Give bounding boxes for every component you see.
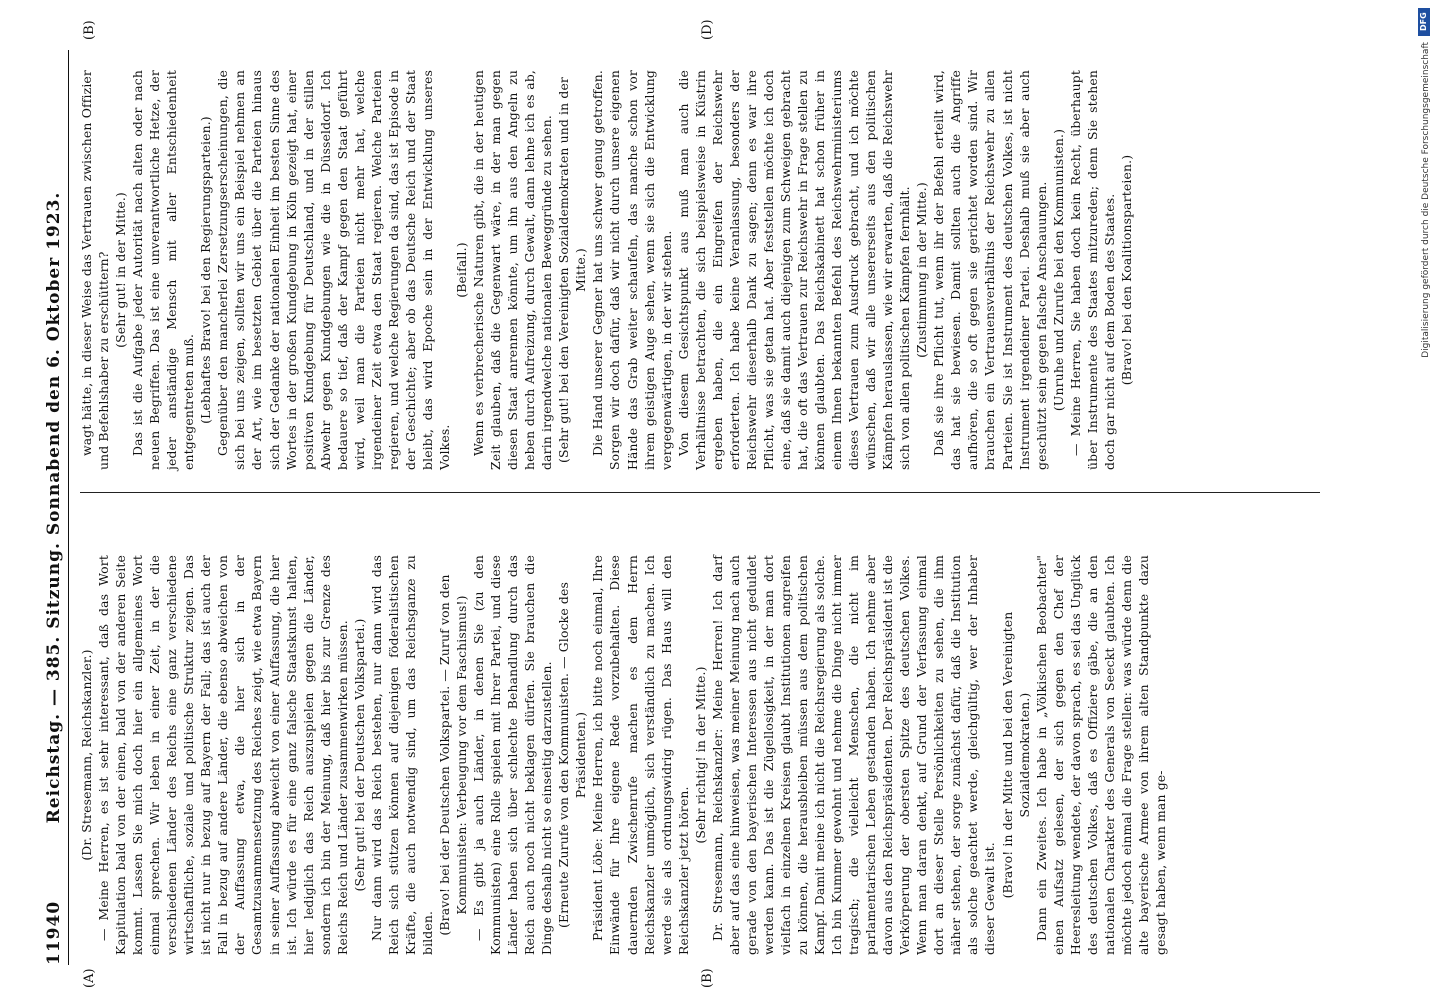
digitization-sidebar — [1412, 0, 1434, 1000]
paragraph: Die Hand unserer Gegner hat uns schwer genug getroffen. Sorgen wir doch dafür, daß wir nicht durch unsere eigenen Hände das Grab weiter schaufeln, das manche schon vor ihrem geistigen Auge sehen, wenn sie sich die Entwicklung vergegenwärtigen, in der wir stehen. — [590, 70, 674, 470]
paragraph: (Beifall.) — [454, 242, 470, 298]
paragraph: wagt hätte, in dieser Weise das Vertrauen zwischen Offizier und Befehlshaber zu erschüttern? — [79, 70, 112, 470]
paragraph: — Es gibt ja auch Länder, in denen Sie (zu den Kommunisten) eine Rolle spielen mit Ihrer Partei, und diese Länder haben sich über schlechte Behandlung durch das Reich auch noch nicht beklagen dürfen. Sie brauchen die Dinge deshalb nicht so einseitig darzustellen. — [471, 555, 555, 955]
paragraph: (Sehr richtig! in der Mitte.) — [692, 666, 708, 844]
paragraph: (Bravo! bei der Deutschen Volkspartei. — Zuruf von den Kommunisten: Verbeugung vor dem Faschismus!) — [436, 574, 470, 936]
paragraph: (Erneute Zurufe von den Kommunisten. — Glocke des Präsidenten.) — [556, 582, 589, 928]
dfg-logo: DFG — [1418, 8, 1430, 36]
paragraph: (Unruhe und Zurufe bei den Kommunisten.) — [1050, 128, 1066, 412]
page-number: 11940 — [44, 900, 64, 965]
paragraph: (Lebhaftes Bravo! bei den Regierungsparteien.) — [198, 116, 214, 424]
paragraph: Von diesem Gesichtspunkt aus muß man auch die Verhältnisse betrachten, die sich beispielsweise in Küstrin ergeben haben, die ein Eingreifen der Reichswehr erforderten. Ich habe keine Veranlassung, besonders der Reichswehr dieserhalb Dank zu sagen; denn es war ihre Pflicht, was sie getan hat. Aber feststellen möchte ich doch eine, daß sie damit auch diejenigen zum Schweigen gebracht hat, die oft das Vertrauen zur Reichswehr in Frage stellen zu können glaubten. Das Reichskabinett hat schon früher in einem Ihnen bekannten Befehl des Reichswehrministeriums dieses Vertrauen zum Ausdruck gebracht, und ich möchte wünschen, daß wir alle unsererseits aus den politischen Kämpfen herauslassen, wie wir erwarten, daß die Reichswehr sich von allen politischen Kämpfen fernhält. — [675, 70, 913, 470]
paragraph: Wenn es verbrecherische Naturen gibt, die in der heutigen Zeit glauben, daß die Gegenwart wäre, in der man gegen diesen Staat anrennen könnte, um ihn aus den Angeln zu heben durch Aufreizung, durch Gewalt, dann lehne ich es ab, darin irgendwelche nationalen Beweggründe zu sehen. — [471, 70, 555, 470]
paragraph: — Meine Herren, es ist sehr interessant, daß das Wort Kapitulation bald von der einen, bald von der anderen Seite kommt. Lassen Sie mich doch hier ein allgemeines Wort einmal sprechen. Wir leben in einer Zeit, in der die verschiedenen Länder des Reichs eine ganz verschiedene wirtschaftliche, soziale und politische Struktur zeigen. Das ist nicht nur in bezug auf Bayern der Fall; das ist auch der Fall in bezug auf andere Länder, die ebenso abweichen von der Auffassung etwa, die hier sich in der Gesamtzusammensetzung des Reiches zeigt, wie etwa Bayern in seiner Auffassung abweicht von einer Auffassung, die hier ist. Ich würde es für eine ganz falsche Staatskunst halten, hier lediglich das Reich auszuspielen gegen die Länder, sondern ich bin der Meinung, daß hier bis zur Grenze des Reichs Reich und Länder zusammenwirken müssen. — [96, 555, 350, 955]
right-text-column — [78, 70, 1318, 470]
paragraph: (Sehr gut! bei den Vereinigten Sozialdemokraten und in der Mitte.) — [556, 76, 589, 464]
digitization-credit: Digitalisierung gefördert durch die Deutsche Forschungsgemeinschaft — [1421, 42, 1431, 358]
paragraph: (Dr. Stresemann, Reichskanzler.) — [79, 649, 94, 861]
margin-marker-d: (D) — [700, 19, 715, 40]
paragraph: (Zustimmung in der Mitte.) — [914, 182, 930, 358]
left-text-column — [78, 555, 1318, 955]
paragraph: Dann ein Zweites. Ich habe in „Völkischen Beobachter" einen Aufsatz gelesen, der sich gegen den Chef der Heeresleitung wendete, der davon sprach, es sei das Unglück des deutschen Volkes, daß es Offiziere gäbe, die an den nationalen Charakter des Generals von Seeckt glaubten. Ich möchte jedoch einmal die Frage stellen: was würde denn die alte bayerische Armee von ihrem alten Standpunkte dazu gesagt haben, wenn man ge- — [1033, 555, 1168, 955]
paragraph: Daß sie ihre Pflicht tut, wenn ihr der Befehl erteilt wird, das hat sie bewiesen. Damit sollten auch die Angriffe aufhören, die so oft gegen sie gerichtet worden sind. Wir brauchen ein Vertrauensverhältnis der Reichswehr zu allen Parteien. Sie ist Instrument des deutschen Volkes, ist nicht Instrument irgendeiner Partei. Deshalb muß sie aber auch geschützt sein gegen falsche Anschauungen. — [931, 70, 1049, 470]
paragraph: (Sehr gut! bei der Deutschen Volkspartei.) — [351, 618, 367, 892]
paragraph: Nur dann wird das Reich bestehen, nur dann wird das Reich sich stützen können auf diejenigen föderalistischen Kräfte, die auch notwendig sind, um das Reichsganze zu bilden. — [368, 555, 435, 955]
running-head: Reichstag. — 385. Sitzung. Sonnabend den 6. Oktober 1923. — [44, 191, 64, 824]
margin-marker-b-right: (B) — [82, 20, 97, 40]
header-rule — [68, 50, 69, 965]
paragraph: (Bravo! bei den Koalitionsparteien.) — [1118, 154, 1134, 386]
paragraph: Gegenüber den mancherlei Zersetzungserscheinungen, die sich bei uns zeigen, sollten wir uns ein Beispiel nehmen an der Art, wie im besetzten Gebiet über die Parteien hinaus sich der Gedanke der nationalen Einheit im besten Sinne des Wortes in der großen Kundgebung in Köln gezeigt hat, einer positiven Kundgebung für Deutschland, und in der stillen Abwehr gegen Kundgebungen wie die in Düsseldorf. Ich bedauere so tief, daß der Kampf gegen den Staat geführt wird, weil man die Parteien nicht mehr hat, welche irgendeiner Zeit etwa den Staat regieren. Welche Parteien regieren, und welche Regierungen da sind, das ist Episode in der Geschichte; aber ob das Deutsche Reich und der Staat bleibt, das wird Epoche sein in der Entwicklung unseres Volkes. — [215, 70, 452, 470]
paragraph: Präsident Löbe: Meine Herren, ich bitte noch einmal, Ihre Einwände für Ihre eigene Rede vorzubehalten. Diese dauernden Zwischenrufe machen es dem Herrn Reichskanzler unmöglich, sich verständlich zu machen. Ich werde sie als ordnungswidrig rügen. Das Haus will den Reichskanzler jetzt hören. — [590, 555, 691, 955]
column-divider — [80, 492, 1320, 493]
paragraph: Das ist die Aufgabe jeder Autorität nach alten oder nach neuen Begriffen. Das ist eine unverantwortliche Hetze, der jeder anständige Mensch mit aller Entschiedenheit entgegentreten muß. — [130, 70, 197, 470]
paragraph: (Bravo! in der Mitte und bei den Vereinigten Sozialdemokraten.) — [999, 611, 1032, 899]
page-header — [44, 50, 70, 965]
margin-marker-b-left: (B) — [700, 968, 715, 988]
paragraph: (Sehr gut! in der Mitte.) — [113, 192, 129, 348]
paragraph: — Meine Herren, Sie haben doch kein Recht, überhaupt über Instrumente des Staates mitzureden; denn Sie stehen doch gar nicht auf dem Boden des Staates. — [1067, 70, 1117, 470]
margin-marker-a: (A) — [82, 968, 97, 988]
paragraph: Dr. Stresemann, Reichskanzler: Meine Herren! Ich darf aber auf das eine hinweisen, was meiner Meinung nach auch gerade von den bayerischen Interessen aus nicht geduldet werden kann. Das ist die Zügellosigkeit, in der man dort vielfach in einzelnen Kreisen glaubt Institutionen angreifen zu können, die herausbleiben müssen aus dem politischen Kampf. Damit meine ich nicht die Reichsregierung als solche. Ich bin Kummer gewohnt und nehme die Dinge nicht immer tragisch; die vielleicht Menschen, die nicht im parlamentarischen Leben gestanden haben. Ich nehme aber davon aus den Reichspräsidenten. Der Reichspräsident ist die Verkörperung der obersten Spitze des deutschen Volkes. Wenn man daran denkt, auf Grund der Verfassung einmal dort an dieser Stelle Persönlichkeiten zu sehen, die ihm näher stehen, der sorge zunächst dafür, daß die Institution als solche geachtet werde, gleichgültig, wer der Inhaber dieser Gewalt ist. — [709, 555, 998, 955]
